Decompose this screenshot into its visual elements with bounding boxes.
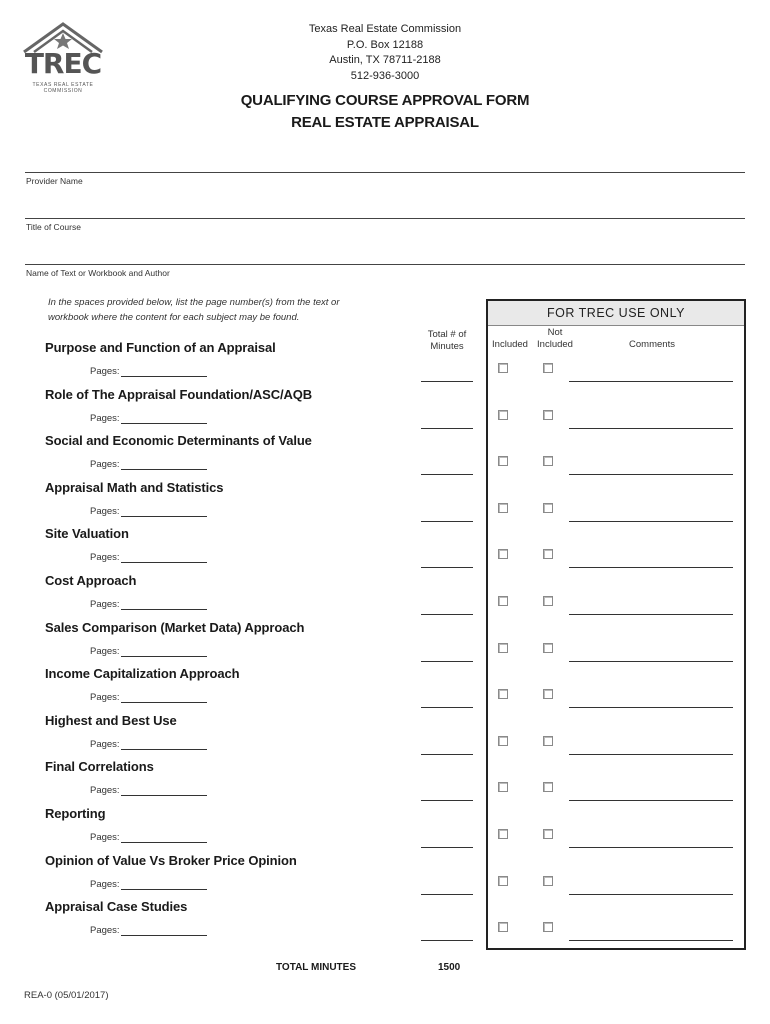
pages-label: Pages: [90, 505, 120, 517]
pages-field[interactable] [90, 925, 207, 936]
address-line: 512-936-3000 [350, 69, 420, 82]
comments-input-line[interactable] [569, 567, 733, 568]
pages-input-line[interactable] [121, 366, 207, 377]
comments-header: Comments [629, 339, 675, 350]
total-minutes-value: 1500 [438, 962, 461, 973]
included-header: Included [492, 339, 528, 350]
minutes-input-line[interactable] [421, 847, 473, 848]
not-included-checkbox[interactable] [543, 503, 553, 513]
minutes-input-line[interactable] [421, 894, 473, 895]
trec-use-only-header: FOR TREC USE ONLY [488, 301, 744, 326]
address-line: Texas Real Estate Commission [308, 23, 462, 35]
not-included-checkbox[interactable] [543, 643, 553, 653]
pages-field[interactable] [90, 832, 207, 843]
included-checkbox[interactable] [498, 643, 508, 653]
pages-field[interactable] [90, 366, 207, 377]
minutes-input-line[interactable] [421, 521, 473, 522]
not-included-checkbox[interactable] [543, 596, 553, 606]
subject-title: Income Capitalization Approach [45, 666, 240, 682]
instructions: In the spaces provided below, list the page number(s) from the text or workbook where the content for each subject may be found. [48, 297, 340, 323]
pages-input-line[interactable] [121, 739, 207, 750]
text-author-label: Name of Text or Workbook and Author [26, 268, 170, 278]
pages-input-line[interactable] [121, 692, 207, 703]
not-included-checkbox[interactable] [543, 410, 553, 420]
minutes-input-line[interactable] [421, 661, 473, 662]
form-title: QUALIFYING COURSE APPROVAL FORM [240, 92, 530, 109]
pages-label: Pages: [90, 738, 120, 750]
pages-label: Pages: [90, 878, 120, 890]
provider-name-line [25, 172, 745, 173]
included-checkbox[interactable] [498, 876, 508, 886]
pages-input-line[interactable] [121, 599, 207, 610]
pages-field[interactable] [90, 552, 207, 563]
pages-input-line[interactable] [121, 506, 207, 517]
comments-input-line[interactable] [569, 474, 733, 475]
included-checkbox[interactable] [498, 736, 508, 746]
address-line: Austin, TX 78711-2188 [329, 54, 441, 66]
pages-input-line[interactable] [121, 879, 207, 890]
minutes-input-line[interactable] [421, 707, 473, 708]
pages-input-line[interactable] [121, 832, 207, 843]
pages-field[interactable] [90, 646, 207, 657]
pages-label: Pages: [90, 599, 120, 610]
pages-label: Pages: [90, 645, 120, 657]
comments-input-line[interactable] [569, 754, 733, 755]
not-included-checkbox[interactable] [543, 829, 553, 839]
pages-input-line[interactable] [121, 785, 207, 796]
minutes-input-line[interactable] [421, 800, 473, 801]
comments-input-line[interactable] [569, 614, 733, 615]
pages-label: Pages: [90, 832, 120, 843]
comments-input-line[interactable] [569, 847, 733, 848]
not-included-checkbox[interactable] [543, 736, 553, 746]
not-included-checkbox[interactable] [543, 363, 553, 373]
included-checkbox[interactable] [498, 689, 508, 699]
subject-title: Sales Comparison (Market Data) Approach [45, 619, 305, 635]
form-subtitle: REAL ESTATE APPRAISAL [291, 114, 479, 131]
included-checkbox[interactable] [498, 549, 508, 559]
pages-label: Pages: [90, 366, 120, 377]
subject-title: Opinion of Value Vs Broker Price Opinion [45, 852, 297, 868]
pages-input-line[interactable] [121, 459, 207, 470]
minutes-input-line[interactable] [421, 754, 473, 755]
pages-label: Pages: [90, 459, 120, 471]
pages-field[interactable] [90, 739, 207, 750]
total-minutes-header: Total # of Minutes [427, 329, 467, 352]
minutes-input-line[interactable] [421, 428, 473, 429]
included-checkbox[interactable] [498, 782, 508, 792]
minutes-input-line[interactable] [421, 614, 473, 615]
subject-title: Social and Economic Determinants of Value [45, 433, 312, 449]
not-included-checkbox[interactable] [543, 549, 553, 559]
address-line: P.O. Box 12188 [346, 38, 424, 51]
comments-input-line[interactable] [569, 940, 733, 941]
pages-input-line[interactable] [121, 925, 207, 936]
not-included-checkbox[interactable] [543, 782, 553, 792]
minutes-input-line[interactable] [421, 474, 473, 475]
subject-title: Purpose and Function of an Appraisal [45, 340, 276, 355]
not-included-checkbox[interactable] [543, 689, 553, 699]
pages-field[interactable] [90, 599, 207, 610]
pages-field[interactable] [90, 692, 207, 703]
comments-input-line[interactable] [569, 894, 733, 895]
comments-input-line[interactable] [569, 381, 733, 382]
minutes-input-line[interactable] [421, 567, 473, 568]
pages-input-line[interactable] [121, 413, 207, 424]
minutes-input-line[interactable] [421, 381, 473, 382]
included-checkbox[interactable] [498, 922, 508, 932]
subject-title: Role of The Appraisal Foundation/ASC/AQB [45, 386, 313, 402]
not-included-header: Not Included [537, 327, 573, 350]
pages-label: Pages: [90, 692, 120, 704]
pages-field[interactable] [90, 459, 207, 470]
included-checkbox[interactable] [498, 503, 508, 513]
comments-input-line[interactable] [569, 428, 733, 429]
subject-title: Appraisal Case Studies [45, 899, 188, 915]
text-author-line [25, 264, 745, 265]
trec-use-only-box [486, 299, 746, 950]
pages-label: Pages: [90, 785, 120, 797]
course-title-line [25, 218, 745, 219]
included-checkbox[interactable] [498, 456, 508, 466]
logo-wordmark: TREC [24, 47, 102, 80]
pages-input-line[interactable] [121, 552, 207, 563]
subject-title: Final Correlations [45, 759, 154, 775]
included-checkbox[interactable] [498, 410, 508, 420]
commission-address [0, 22, 770, 84]
comments-input-line[interactable] [569, 800, 733, 801]
included-checkbox[interactable] [498, 829, 508, 839]
form-title-block [0, 90, 770, 134]
not-included-checkbox[interactable] [543, 922, 553, 932]
form-id: REA-0 (05/01/2017) [24, 990, 109, 1001]
pages-label: Pages: [90, 552, 120, 564]
pages-input-line[interactable] [121, 646, 207, 657]
not-included-checkbox[interactable] [543, 876, 553, 886]
subject-title: Highest and Best Use [45, 712, 177, 728]
comments-input-line[interactable] [569, 521, 733, 522]
subject-title: Reporting [45, 806, 106, 821]
pages-field[interactable] [90, 506, 207, 517]
provider-name-label: Provider Name [26, 176, 83, 186]
included-checkbox[interactable] [498, 363, 508, 373]
subject-title: Cost Approach [45, 573, 137, 588]
comments-input-line[interactable] [569, 707, 733, 708]
subject-title: Appraisal Math and Statistics [45, 479, 224, 495]
included-checkbox[interactable] [498, 596, 508, 606]
pages-label: Pages: [90, 412, 120, 424]
pages-field[interactable] [90, 413, 207, 424]
subject-title: Site Valuation [45, 526, 129, 542]
course-title-label: Title of Course [26, 222, 81, 232]
comments-input-line[interactable] [569, 661, 733, 662]
minutes-input-line[interactable] [421, 940, 473, 941]
not-included-checkbox[interactable] [543, 456, 553, 466]
pages-field[interactable] [90, 785, 207, 796]
pages-field[interactable] [90, 879, 207, 890]
logo-subtext: TEXAS REAL ESTATE COMMISSION [32, 82, 94, 94]
total-minutes-label: TOTAL MINUTES [276, 962, 356, 973]
pages-label: Pages: [90, 925, 120, 937]
